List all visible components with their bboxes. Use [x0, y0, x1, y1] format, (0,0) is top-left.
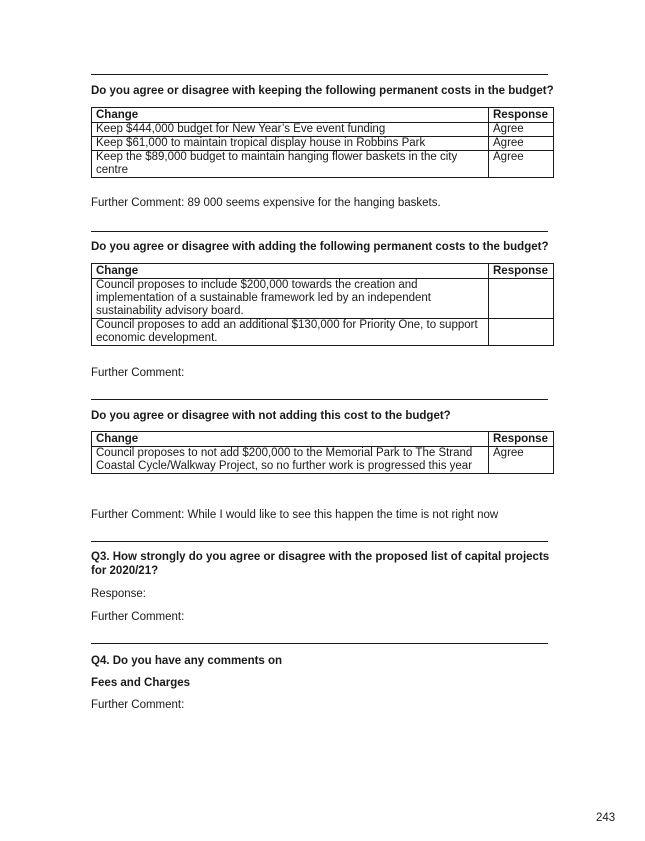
section3-table	[91, 431, 554, 474]
column-header-change: Change	[92, 108, 489, 123]
q3-heading: Q3. How strongly do you agree or disagree with the proposed list of capital projects for 2020/21?	[91, 551, 550, 577]
table-header-row	[92, 264, 554, 279]
change-cell: Council proposes to add an additional $130,000 for Priority One, to support economic development.	[92, 319, 489, 346]
change-cell: Keep $444,000 budget for New Year’s Eve event funding	[92, 123, 489, 137]
response-cell: Agree	[489, 123, 554, 137]
response-cell	[489, 319, 554, 346]
column-header-change: Change	[92, 432, 489, 447]
change-cell: Council proposes to include $200,000 towards the creation and implementation of a sustainable framework led by an independent sustainability advisory board.	[92, 279, 489, 319]
response-cell: Agree	[489, 137, 554, 151]
divider	[91, 541, 548, 542]
divider	[91, 399, 548, 400]
divider	[91, 643, 548, 644]
response-cell	[489, 279, 554, 319]
divider	[91, 74, 548, 75]
section2-heading: Do you agree or disagree with adding the following permanent costs to the budget?	[91, 241, 549, 253]
q3-response-label: Response:	[91, 588, 146, 600]
column-header-response: Response	[489, 432, 554, 447]
q4-heading: Q4. Do you have any comments on	[91, 655, 283, 667]
divider	[91, 231, 548, 232]
change-cell: Keep the $89,000 budget to maintain hanging flower baskets in the city centre	[92, 151, 489, 178]
column-header-change: Change	[92, 264, 489, 279]
change-cell: Council proposes to not add $200,000 to the Memorial Park to The Strand Coastal Cycle/Walkway Project, so no further work is progressed this year	[92, 447, 489, 474]
table-row	[92, 151, 554, 178]
section2-further-comment: Further Comment:	[91, 367, 185, 379]
table-row	[92, 123, 554, 137]
section1-table	[91, 107, 554, 178]
table-header-row	[92, 108, 554, 123]
response-cell: Agree	[489, 151, 554, 178]
column-header-response: Response	[489, 108, 554, 123]
table-row	[92, 279, 554, 319]
table-header-row	[92, 432, 554, 447]
q4-further-comment: Further Comment:	[91, 699, 185, 711]
q4-subheading: Fees and Charges	[91, 677, 191, 689]
change-cell: Keep $61,000 to maintain tropical display house in Robbins Park	[92, 137, 489, 151]
section1-heading: Do you agree or disagree with keeping the following permanent costs in the budget?	[91, 85, 554, 97]
table-row	[92, 447, 554, 474]
page-number: 243	[596, 812, 616, 824]
section3-heading: Do you agree or disagree with not adding this cost to the budget?	[91, 410, 451, 422]
section3-further-comment: Further Comment: While I would like to see this happen the time is not right now	[91, 509, 499, 521]
table-row	[92, 319, 554, 346]
column-header-response: Response	[489, 264, 554, 279]
section2-table	[91, 263, 554, 346]
response-cell: Agree	[489, 447, 554, 474]
q3-further-comment: Further Comment:	[91, 611, 185, 623]
section1-further-comment: Further Comment: 89 000 seems expensive for the hanging baskets.	[91, 197, 441, 209]
table-row	[92, 137, 554, 151]
